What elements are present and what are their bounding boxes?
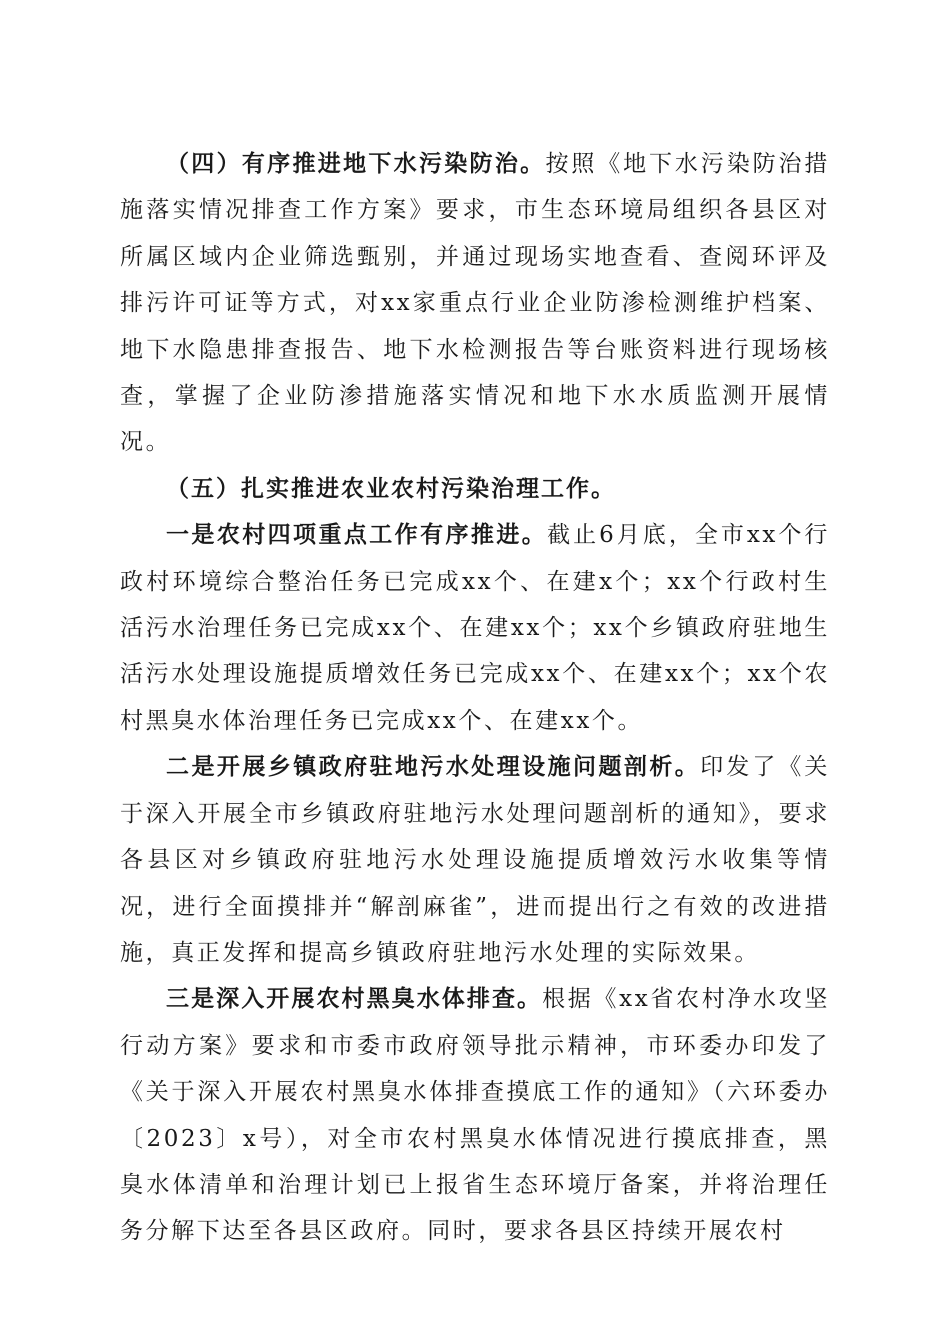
item-2-lead: 二是开展乡镇政府驻地污水处理设施问题剖析。 (166, 754, 701, 781)
paragraph-item-3 (120, 976, 830, 1254)
item-1-body: 截止6月底，全市xx个行政村环境综合整治任务已完成xx个、在建x个；xx个行政村生活污水治理任务已完成xx个、在建xx个；xx个乡镇政府驻地生活污水处理设施提质增效任务已完成xx个、在建xx个；xx个农村黑臭水体治理任务已完成xx个、在建xx个。 (120, 522, 831, 734)
item-3-lead: 三是深入开展农村黑臭水体排查。 (166, 986, 543, 1013)
document-body (120, 141, 830, 1255)
paragraph-section-4 (120, 141, 830, 466)
section-5-heading: （五）扎实推进农业农村污染治理工作。 (166, 475, 616, 502)
item-3-body: 根据《xx省农村净水攻坚行动方案》要求和市委市政府领导批示精神，市环委办印发了《关于深入开展农村黑臭水体排查摸底工作的通知》（六环委办〔2023〕x号），对全市农村黑臭水体情况进行摸底排查，黑臭水体清单和治理计划已上报省生态环境厅备案，并将治理任务分解下达至各县区政府。同时，要求各县区持续开展农村 (120, 986, 830, 1245)
paragraph-item-1 (120, 512, 830, 744)
paragraph-item-2 (120, 744, 830, 976)
section-4-body: 按照《地下水污染防治措施落实情况排查工作方案》要求，市生态环境局组织各县区对所属区域内企业筛选甄别，并通过现场实地查看、查阅环评及排污许可证等方式，对xx家重点行业企业防渗检测维护档案、地下水隐患排查报告、地下水检测报告等台账资料进行现场核查，掌握了企业防渗措施落实情况和地下水水质监测开展情况。 (120, 151, 830, 456)
paragraph-section-5-heading (120, 466, 830, 512)
section-4-lead: （四）有序推进地下水污染防治。 (166, 151, 546, 177)
item-2-body: 印发了《关于深入开展全市乡镇政府驻地污水处理问题剖析的通知》，要求各县区对乡镇政府驻地污水处理设施提质增效污水收集等情况，进行全面摸排并“解剖麻雀”，进而提出行之有效的改进措施，真正发挥和提高乡镇政府驻地污水处理的实际效果。 (120, 754, 831, 966)
item-1-lead: 一是农村四项重点工作有序推进。 (166, 522, 548, 549)
